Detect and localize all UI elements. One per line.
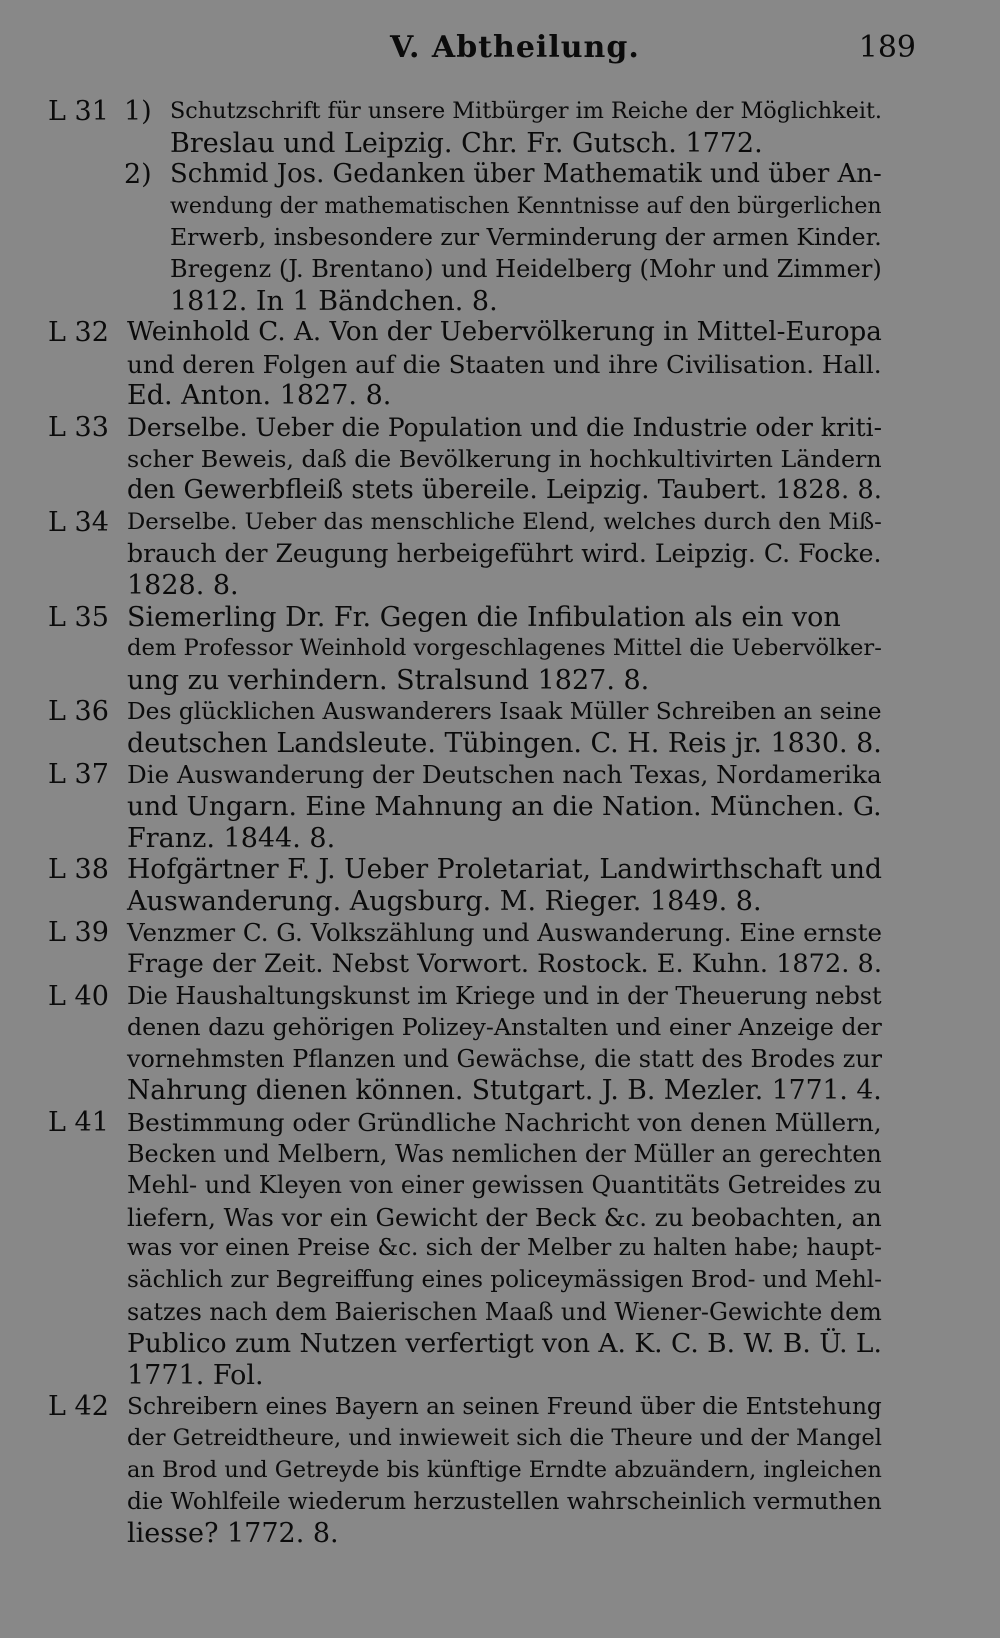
entry-signature: L 40 [48,980,109,1012]
entry-text-line: liesse? 1772. 8. [127,1517,339,1549]
entry-signature: L 42 [48,1391,109,1423]
entry-signature: L 39 [48,917,109,949]
catalog-entry [0,317,1000,412]
catalog-entry [0,759,1000,854]
entry-signature: L 32 [48,317,109,349]
entry-text-line: was vor einen Preise &c. sich der Melber zu halten habe; haupt- [127,1235,882,1262]
entry-text-line: 1828. 8. [127,569,239,601]
entry-text-line: dem Professor Weinhold vorgeschlagenes Mittel die Uebervölker- [127,635,882,662]
subitem-marker: 1) [124,96,152,127]
catalog-entry [0,696,1000,759]
entry-text-line: Bregenz (J. Brentano) und Heidelberg (Mohr und Zimmer) [170,254,882,283]
entry-text-line: Derselbe. Ueber die Population und die Industrie oder kriti- [127,412,883,442]
entry-text-line: die Wohlfeile wiederum herzustellen wahrscheinlich vermuthen [127,1488,882,1516]
entry-text-line: Frage der Zeit. Nebst Vorwort. Rostock. E. Kuhn. 1872. 8. [127,949,882,980]
entry-text-line: brauch der Zeugung herbeigeführt wird. Leipzig. C. Focke. [127,539,882,569]
entry-text-line: Schutzschrift für unsere Mitbürger im Reiche der Möglichkeit. [170,98,882,124]
entry-text-line: Franz. 1844. 8. [127,822,336,854]
entry-text-line: 1771. Fol. [127,1359,264,1391]
entry-text-line: Mehl- und Kleyen von einer gewissen Quantitäts Getreides zu [127,1171,882,1200]
entry-text-line: Die Haushaltungskunst im Kriege und in der Theuerung nebst [127,981,882,1010]
catalog-entry [0,854,1000,917]
entry-signature: L 37 [48,759,109,791]
subitem-marker: 2) [124,159,152,191]
catalog-entry [0,412,1000,507]
entry-text-line: und deren Folgen auf die Staaten und ihre Civilisation. Hall. [127,349,882,379]
entry-text-line: scher Beweis, daß die Bevölkerung in hochkultivirten Ländern [127,444,882,473]
entry-text-line: Nahrung dienen können. Stutgart. J. B. Mezler. 1771. 4. [127,1075,882,1107]
entry-text-line: deutschen Landsleute. Tübingen. C. H. Reis jr. 1830. 8. [127,727,882,759]
catalog-entry [0,507,1000,602]
entry-text-line: Ed. Anton. 1827. 8. [127,380,392,412]
entry-signature: L 31 [48,96,109,127]
entry-text-line: liefern, Was vor ein Gewicht der Beck &c. zu beobachten, an [127,1202,882,1232]
entry-subitem [0,159,1000,317]
entry-text-line: Becken und Melbern, Was nemlichen der Müller an gerechten [127,1139,882,1168]
entry-signature: L 35 [48,601,109,633]
entry-text-line: Breslau und Leipzig. Chr. Fr. Gutsch. 1772. [170,127,763,159]
entry-signature: L 41 [48,1107,109,1138]
catalog-entries [0,96,1000,1549]
catalog-entry [0,1391,1000,1549]
entry-text-line: Auswanderung. Augsburg. M. Rieger. 1849. 8. [127,885,762,917]
entry-text-line: der Getreidtheure, und inwieweit sich die Theure und der Mangel [127,1424,882,1451]
entry-text-line: satzes nach dem Baierischen Maaß und Wiener-Gewichte dem [127,1297,882,1326]
entry-text-line: Erwerb, insbesondere zur Verminderung der armen Kinder. [170,223,882,252]
entry-subitem [0,96,1000,159]
entry-signature: L 36 [48,696,109,728]
entry-text-line: an Brod und Getreyde bis künftige Erndte abzuändern, ingleichen [127,1456,882,1483]
entry-text-line: ung zu verhindern. Stralsund 1827. 8. [127,664,650,696]
entry-text-line: Weinhold C. A. Von der Uebervölkerung in Mittel-Europa [127,317,882,348]
catalog-entry [0,917,1000,980]
entry-text-line: denen dazu gehörigen Polizey-Anstalten und einer Anzeige der [127,1013,882,1042]
entry-signature: L 38 [48,854,109,886]
entry-text-line: Schmid Jos. Gedanken über Mathematik und über An- [170,159,882,190]
entry-text-line: Die Auswanderung der Deutschen nach Texas, Nordamerika [127,760,882,790]
catalog-entry [0,1107,1000,1391]
entry-text-line: vornehmsten Pflanzen und Gewächse, die statt des Brodes zur [127,1044,883,1073]
entry-text-line: 1812. In 1 Bändchen. 8. [170,285,498,317]
entry-text-line: wendung der mathematischen Kenntnisse auf den bürgerlichen [170,193,882,219]
section-title: V. Abtheilung. [390,30,640,65]
entry-text-line: Publico zum Nutzen verfertigt von A. K. C. B. W. B. Ü. L. [127,1328,882,1360]
catalog-entry [0,981,1000,1107]
entry-signature: L 33 [48,411,109,443]
entry-text-line: und Ungarn. Eine Mahnung an die Nation. München. G. [127,791,882,823]
page-number: 189 [858,30,916,65]
entry-text-line: Siemerling Dr. Fr. Gegen die Infibulation als ein von [127,601,841,633]
entry-text-line: Des glücklichen Auswanderers Isaak Müller Schreiben an seine [127,698,882,726]
entry-text-line: Schreibern eines Bayern an seinen Freund über die Entstehung [127,1393,882,1421]
entry-text-line: Derselbe. Ueber das menschliche Elend, welches durch den Miß- [127,508,882,535]
running-header [0,30,1000,74]
entry-text-line: den Gewerbfleiß stets übereile. Leipzig. Taubert. 1828. 8. [127,475,882,506]
entry-text-line: Bestimmung oder Gründliche Nachricht von denen Müllern, [127,1108,882,1137]
entry-text-line: Hofgärtner F. J. Ueber Proletariat, Landwirthschaft und [127,854,883,886]
entry-text-line: Venzmer C. G. Volkszählung und Auswanderung. Eine ernste [127,918,883,948]
entry-signature: L 34 [48,506,109,538]
catalog-entry [0,602,1000,697]
entry-text-line: sächlich zur Begreiffung eines policeymässigen Brod- und Mehl- [127,1266,882,1293]
catalog-entry [0,96,1000,317]
